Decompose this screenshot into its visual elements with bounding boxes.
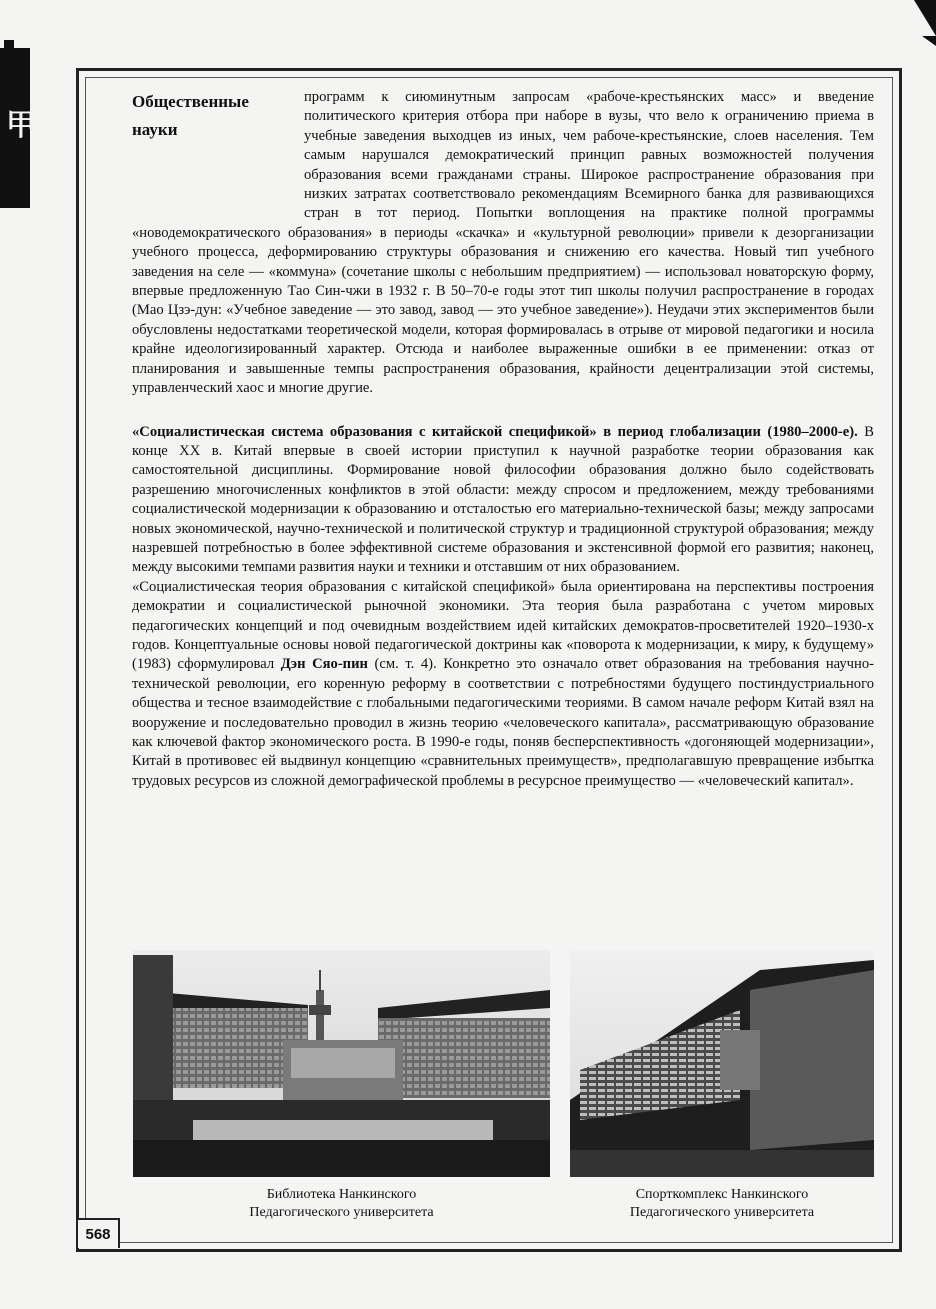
paragraph-2	[132, 423, 874, 578]
paragraph-2-lead: «Социалистическая система образования с китайской спецификой» в период глобализации (1980–2000-е).	[132, 423, 858, 440]
paragraph-1: программ к сиюминутным запросам «рабоче-крестьянских масс» и введение политического критерия отбора при наборе в вузы, что вело к ограничению приема в учебные заведения выходцев из иных, чем рабоче-крестьянские, слоев населения. Тем самым нарушался демократический принцип равных возможностей получения образования всеми гражданами страны. Широкое распространение образования при низких затратах соответствовало рекомендациям Всемирного банка для развивающихся стран в тот период. Попытки воплощения на практике полной программы «новодемократического образования» в периоды «скачка» и «культурной революции» привели к дезорганизации учебного процесса, деформированию структуры образования и снижению его качества. Новый тип учебного заведения на селе — «коммуна» (сочетание школы с небольшим предприятием) — использовал новаторскую форму, впервые предложенную Тао Син-чжи в 1932 г. В 50–70-е годы этот тип школы получил распространение в городах (Мао Цзэ-дун: «Учебное заведение — это завод, завод — это учебное заведение»). Неудачи этих экспериментов были обусловлены недостатками теоретической модели, которая формировалась в отрыве от мировой педагогики и носила крайне идеологизированный характер. Отсюда и наиболее выраженные ошибки в ее применении: отказ от планирования и завышенные темпы распространения образования, крайности децентрализации этой системы, управленческий хаос и многие другие.	[132, 89, 874, 397]
person-name: Дэн Сяо-пин	[280, 656, 368, 673]
paragraph-3-part1: «Социалистическая теория образования с китайской спецификой» была ориентирована на перспективы построения демократии и социалистической рыночной экономики. Эта теория была разработана с учетом мировых педагогических концепций и под очевидным воздействием идей китайских демократов-просветителей 1920–1930-х годов. Концептуальные основы новой педагогической доктрины как «поворота к модернизации, к миру, к будущему» (1983) сформулировал	[132, 578, 874, 673]
library-caption-line1: Библиотека Нанкинского	[266, 1187, 417, 1202]
library-caption	[133, 1186, 550, 1222]
sports-complex-caption-line1: Спорткомплекс Нанкинского	[635, 1187, 809, 1202]
sports-complex-caption-line2: Педагогического университета	[629, 1205, 815, 1220]
library-photo	[133, 950, 550, 1177]
corner-mark	[914, 0, 936, 36]
paragraph-3-part2: (см. т. 4). Конкретно это означало ответ образования на требования научно-технической революции, его коренную реформу в соответствии с потребностями будущего постиндустриального общества и тесное взаимодействие с глобальными педагогическими теориями. В самом начале реформ Китай взял на вооружение и последовательно проводил в жизнь теорию «человеческого капитала», рассматривающую образование как ключевой фактор экономического роста. В 1990-е годы, поняв бесперспективность «догоняющей модернизации», Китай в противовес ей выдвинул концепцию «сравнительных преимуществ», предполагавшую превращение избытка трудовых ресурсов из сложной демографической проблемы в ресурсное преимущество — «человеческий капитал».	[132, 656, 874, 789]
side-tab-glyph: 甲	[6, 108, 36, 143]
sports-complex-photo	[570, 950, 874, 1177]
library-caption-line2: Педагогического университета	[249, 1205, 434, 1220]
section-heading	[132, 88, 304, 214]
corner-mark-tail	[922, 36, 936, 46]
section-heading-line1: Общественные	[132, 92, 249, 111]
paragraph-3	[132, 578, 874, 791]
paragraph-2-body: В конце XX в. Китай впервые в своей истории приступил к научной разработке теории образования как самостоятельной дисциплины. Формирование новой философии образования должно было содействовать разрешению многочисленных конфликтов в этой области: между спросом и предложением, между требованиями социалистической модернизации к образованию и отсталостью его материально-технической базы; между запросами новых экономической, научно-технической и политической структур и традиционной структурой образования; между назревшей потребностью в более эффективной системе образования и экстенсивной формой его развития; наконец, между высокими темпами развития науки и техники и отставшим от них образованием.	[132, 423, 874, 576]
article-body	[132, 88, 874, 791]
section-heading-line2: науки	[132, 120, 178, 139]
sports-complex-caption	[570, 1186, 874, 1222]
page-number: 568	[78, 1218, 120, 1248]
